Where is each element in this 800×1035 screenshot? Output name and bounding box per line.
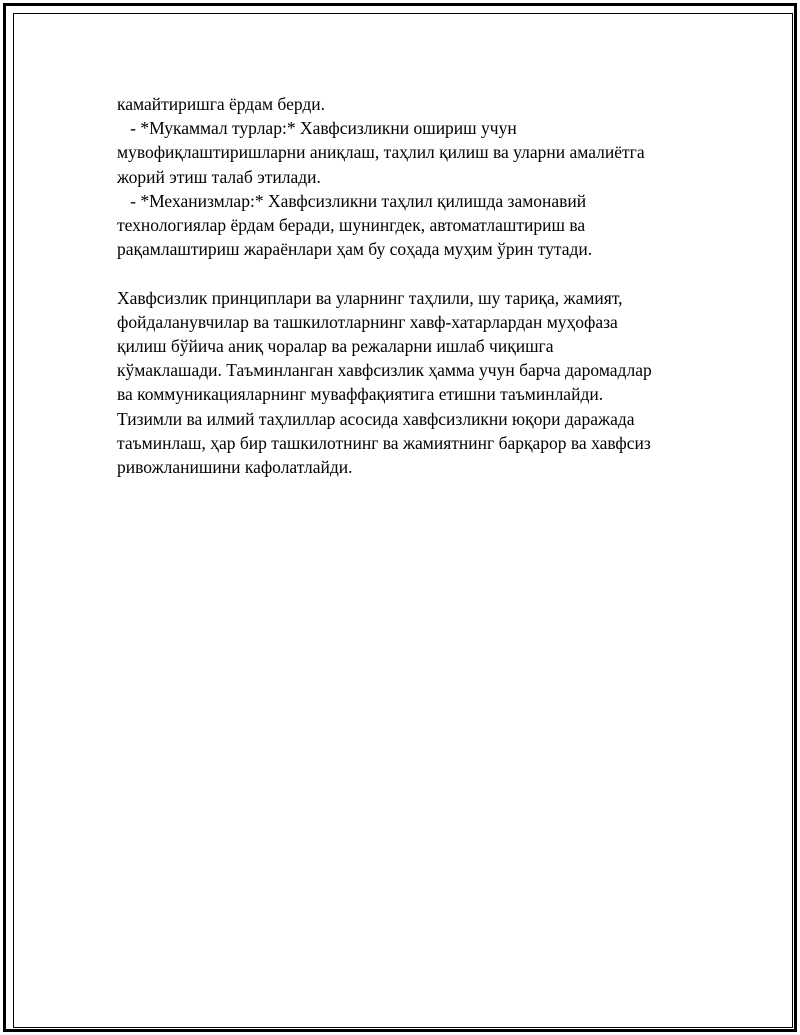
list-item-complete-types: - *Мукаммал турлар:* Хавфсизликни ошириш учун xyxy=(117,118,517,139)
text-line: фойдаланувчилар ва ташкилотларнинг хавф-хатарлардан муҳофаза xyxy=(117,311,618,332)
text-line: мувофиқлаштиришларни аниқлаш, таҳлил қилиш ва уларни амалиётга xyxy=(117,142,645,163)
list-item-mechanisms: - *Механизмлар:* Хавфсизликни таҳлил қилишда замонавий xyxy=(117,190,587,211)
conclusion-paragraph xyxy=(117,286,707,480)
text-line: камайтиришга ёрдам берди. xyxy=(117,94,326,114)
text-line: Хавфсизлик принциплари ва уларнинг таҳлили, шу тариқа, жамият, xyxy=(117,287,623,308)
document-body xyxy=(117,92,707,479)
text-line: кўмаклашади. Таъминланган хавфсизлик ҳамма учун барча даромадлар xyxy=(117,360,652,381)
text-line: ва коммуникацияларнинг муваффақиятига етишни таъминлайди. xyxy=(117,384,604,405)
text-line: жорий этиш талаб этилади. xyxy=(117,166,321,187)
text-line: рақамлаштириш жараёнлари ҳам бу соҳада муҳим ўрин тутади. xyxy=(117,239,593,260)
bullet-list-continuation xyxy=(117,92,707,261)
text-line: таъминлаш, ҳар бир ташкилотнинг ва жамиятнинг барқарор ва хавфсиз xyxy=(117,432,651,453)
text-line: ривожланишини кафолатлайди. xyxy=(117,457,353,478)
text-line: технологиялар ёрдам беради, шунингдек, автоматлаштириш ва xyxy=(117,215,586,236)
paragraph-gap xyxy=(117,261,707,285)
text-line: қилиш бўйича аниқ чоралар ва режаларни ишлаб чиқишга xyxy=(117,336,554,357)
text-line: Тизимли ва илмий таҳлиллар асосида хавфсизликни юқори даражада xyxy=(117,408,635,429)
